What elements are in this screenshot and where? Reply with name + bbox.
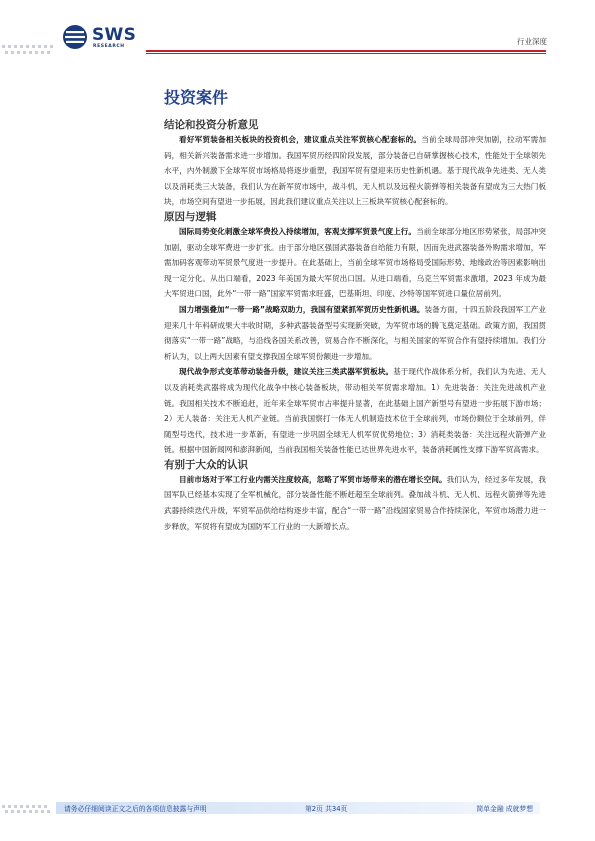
logo-wordmark: SWS — [92, 25, 137, 45]
footer-disclaimer: 请务必仔细阅读正文之后的各项信息披露与声明 — [64, 805, 207, 813]
paragraph-body: 基于现代作战体系分析，我们认为先进、无人以及消耗类武器将成为现代化战争中核心装备板块，带动相关军贸需求增加。1）先进装备：关注先进战机产业链。我国相关技术不断追赶，近年来全球军贸市占率提升显著，在此基础上国产新型号有望进一步拓展下游市场；2）无人装备：关注无人机产业链。当前我国察打一体无人机制造技术位于全球前列，市场份额位于全球前列，伴随型号迭代，技术进一步革新，有望进一步巩固全球无人机军贸优势地位；3）消耗类装备：关注远程火箭弹产业链。根据中国新闻网和澎湃新闻，当前我国相关装备性能已达世界先进水平，装备消耗属性支撑下游军贸高需求。 — [164, 367, 547, 455]
paragraph — [164, 364, 546, 458]
paragraph-body: 装备方面，十四五阶段我国军工产业迎来几十年科研成果大丰收时期，多种武器装备型号实现新突破，为军贸市场的腾飞奠定基础。政策方面，我国贯彻落实“一带一路”战略，与沿线各国关系改善，贸易合作不断深化，与相关国家的军贸合作有望持续增加。我们分析认为，以上两大因素有望支撑我国全球军贸份额进一步增加。 — [164, 304, 547, 361]
page-footer — [0, 790, 595, 820]
paragraph-lead: 国力增强叠加“一带一路”战略双助力，我国有望紧抓军贸历史性新机遇。 — [179, 304, 425, 314]
page-number: 第2页 共34页 — [305, 805, 348, 813]
main-content — [164, 88, 546, 534]
paragraph — [164, 302, 546, 364]
page-header — [0, 0, 595, 60]
report-category-tag: 行业深度 — [517, 37, 547, 46]
page-title: 投资案件 — [164, 88, 229, 107]
paragraph — [164, 132, 546, 210]
sws-logo-icon — [62, 24, 88, 50]
section-heading: 有别于大众的认识 — [164, 458, 248, 471]
header-decor-pattern — [0, 43, 62, 57]
section-heading: 结论和投资分析意见 — [164, 119, 259, 131]
header-divider — [146, 50, 546, 52]
paragraph — [164, 224, 546, 302]
footer-decor-pattern — [0, 804, 56, 814]
paragraph-lead: 国际局势变化刺激全球军费投入持续增加，客观支撑军贸景气度上行。 — [179, 226, 417, 236]
sws-logo — [62, 24, 137, 50]
paragraph-lead: 看好军贸装备相关板块的投资机会，建议重点关注军贸核心配套标的。 — [179, 135, 422, 144]
header-divider-thin — [146, 53, 546, 54]
section-heading: 原因与逻辑 — [164, 210, 217, 223]
logo-subtext: RESEARCH — [93, 44, 125, 49]
paragraph-body: 当前全球局部冲突加剧，拉动军需加码，相关新兴装备需求进一步增加。我国军贸历经四阶段发展，部分装备已自研掌握核心技术，性能处于全球领先水平，内外制激下全球军贸市场格局将逐步重塑，我国军贸有望迎来历史性新机遇。基于现代战争先进类、无人类以及消耗类三大装备，我们认为在新军贸市场中，战斗机、无人机以及远程火箭弹等相关装备有望成为三大热门板块，市场空间有望进一步拓展，因此我们建议重点关注以上三板块军贸核心配套标的。 — [164, 135, 547, 207]
footer-slogan: 简单金融 成就梦想 — [476, 805, 533, 813]
paragraph-body: 我们认为，经过多年发展，我国军队已经基本实现了全军机械化，部分装备性能不断赶超至全球前列。叠加战斗机、无人机、远程火箭弹等先进武器持续迭代升级，军贸军品供给结构逐步丰富，配合“一带一路”沿线国家贸易合作持续深化，军贸市场潜力进一步释放，军贸将有望成为国防军工行业的一大新增长点。 — [164, 474, 546, 531]
paragraph — [164, 472, 546, 534]
paragraph-lead: 目前市场对于军工行业内需关注度较高，忽略了军贸市场带来的潜在增长空间。 — [179, 474, 447, 484]
paragraph-body: 当前全球部分地区形势紧张，局部冲突加剧，驱动全球军费进一步扩张。由于部分地区强国武器装备自给能力有限，因而先进武器装备外购需求增加，军需加码客观带动军贸景气度进一步提升。在此基础上，当前全球军贸市场格局受国际形势、地缘政治等因素影响出现一定分化。从出口端看，2023 年美国为最大军贸出口国。从进口端看，乌克兰军贸需求激增，2023 年成为最大军贸进口国，此外“一带一路”国家军贸需求旺盛，巴基斯坦、印度、沙特等国军贸进口量位居前列。 — [164, 226, 547, 299]
paragraph-lead: 现代战争形式变革带动装备升级，建议关注三类武器军贸板块。 — [179, 367, 394, 377]
